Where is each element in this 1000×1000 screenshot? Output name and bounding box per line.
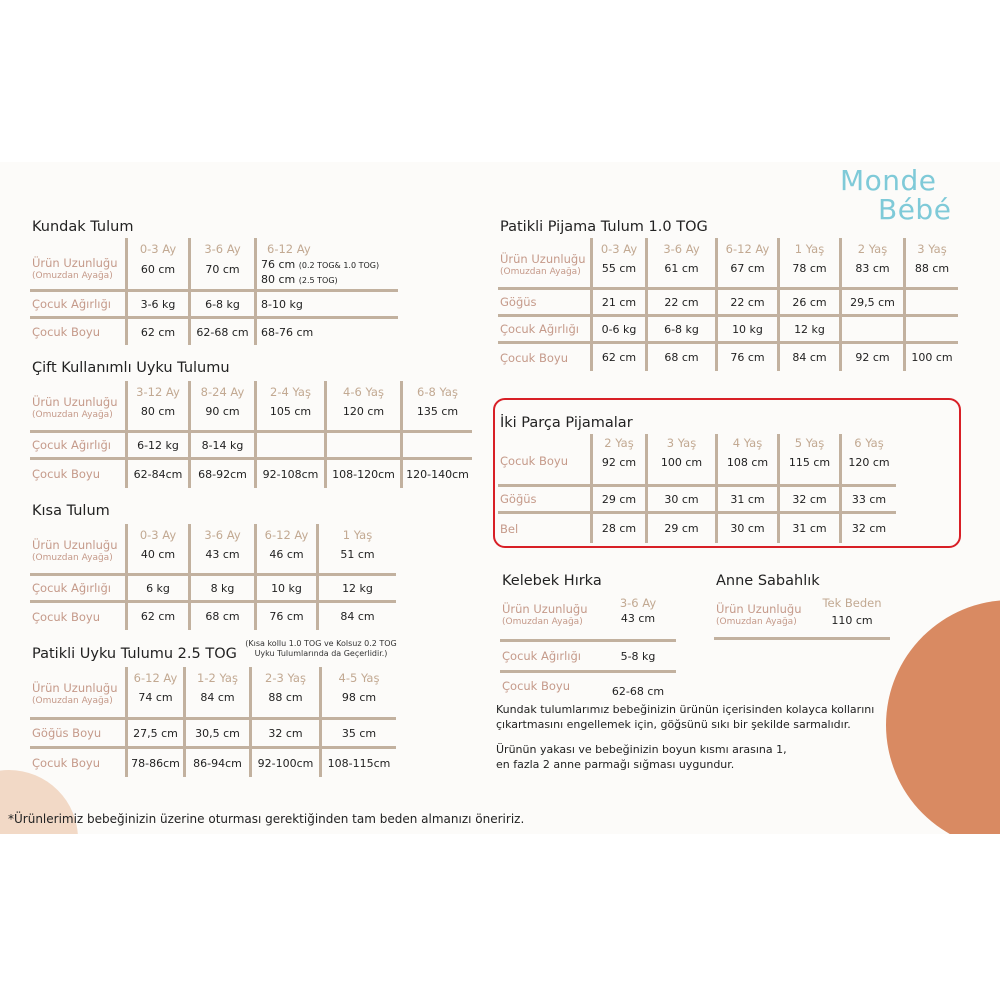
- value-cell: 84 cm: [316, 603, 396, 630]
- value-cell: 78-86cm: [125, 749, 183, 777]
- row-label: Göğüs: [498, 290, 590, 317]
- value-cell: 92 cm: [839, 344, 903, 371]
- value-cell: 70 cm: [205, 263, 240, 276]
- table-row: [714, 592, 890, 640]
- note-paragraph-1: Kundak tulumlarımız bebeğinizin ürünün içerisinden kolayca kollarını çıkartmasını engellemek için, göğsünü sıkı bir şekilde sarmalıdır.: [496, 703, 875, 731]
- value-cell: 26 cm: [777, 290, 839, 317]
- table-row: [30, 524, 396, 576]
- row-label: Çocuk Ağırlığı: [30, 433, 125, 460]
- row-label: Çocuk Boyu: [502, 679, 571, 693]
- value-cell: 80 cm (2.5 TOG): [261, 273, 338, 286]
- col-3-yas: 3 Yaş 100 cm: [645, 434, 715, 487]
- value-cell: 6-8 kg: [188, 292, 254, 319]
- row-label: Göğüs Boyu: [30, 720, 125, 749]
- col-6-12-ay: [254, 238, 398, 292]
- row-label: Çocuk Ağırlığı: [30, 292, 125, 319]
- table-row: [30, 576, 396, 603]
- col-3-yas: 3 Yaş 88 cm: [903, 238, 958, 290]
- value-cell: 28 cm: [590, 514, 645, 543]
- value-cell: 76 cm: [715, 344, 777, 371]
- value-cell: 30,5 cm: [183, 720, 249, 749]
- col-6-yas: 6 Yaş 120 cm: [839, 434, 896, 487]
- table-row: [30, 381, 472, 433]
- col-3-12-ay: 3-12 Ay 80 cm: [125, 381, 188, 433]
- note-paragraph-2: Ürünün yakası ve bebeğinizin boyun kısmı arasına 1, en fazla 2 anne parmağı sığması uygundur.: [496, 743, 787, 771]
- value-cell: 108-115cm: [319, 749, 396, 777]
- table-row: [30, 433, 472, 460]
- value-cell: 100 cm: [903, 344, 958, 371]
- row-label: Ürün Uzunluğu (Omuzdan Ayağa): [30, 667, 125, 720]
- value-cell: 22 cm: [715, 290, 777, 317]
- value-cell: 8 kg: [188, 576, 254, 603]
- row-label: Çocuk Ağırlığı: [498, 317, 590, 344]
- section-title-anne: Anne Sabahlık: [716, 573, 820, 589]
- row-label: Çocuk Boyu: [498, 434, 590, 487]
- section-title-iki-parca: İki Parça Pijamalar: [500, 415, 633, 431]
- value-cell: 68 cm: [188, 603, 254, 630]
- col-6-8-yas: 6-8 Yaş 135 cm: [400, 381, 472, 433]
- row-label: Çocuk Ağırlığı: [30, 576, 125, 603]
- col-8-24-ay: 8-24 Ay 90 cm: [188, 381, 254, 433]
- value-cell: 62 cm: [125, 319, 188, 345]
- table-kisa: [30, 524, 396, 630]
- value-cell: 29,5 cm: [839, 290, 903, 317]
- col-1-2-yas: 1-2 Yaş 84 cm: [183, 667, 249, 720]
- value-cell: 6-12 kg: [125, 433, 188, 460]
- value-cell: [903, 317, 958, 344]
- value-cell: 27,5 cm: [125, 720, 183, 749]
- row-label: Bel: [500, 521, 519, 536]
- value-cell: 62-68 cm: [611, 685, 665, 698]
- col-6-12-ay: 6-12 Ay 67 cm: [715, 238, 777, 290]
- col-4-yas: 4 Yaş 108 cm: [715, 434, 777, 487]
- value-cell: 30 cm: [715, 514, 777, 543]
- value-cell: 68-92cm: [188, 460, 254, 488]
- row-label: Ürün Uzunluğu (Omuzdan Ayağa): [30, 381, 125, 433]
- row-label: Çocuk Boyu: [500, 350, 569, 365]
- value-cell: 6 kg: [125, 576, 188, 603]
- value-cell: 108-120cm: [324, 460, 400, 488]
- value-cell: 35 cm: [319, 720, 396, 749]
- col-2-4-yas: 2-4 Yaş 105 cm: [254, 381, 324, 433]
- table-kelebek: [500, 592, 676, 705]
- col-6-12-ay: 6-12 Ay 74 cm: [125, 667, 183, 720]
- table-iki-parca: [498, 434, 896, 543]
- section-title-kelebek: Kelebek Hırka: [502, 573, 602, 589]
- col-tek-beden: Tek Beden 110 cm: [814, 592, 890, 640]
- row-label: Ürün Uzunluğu (Omuzdan Ayağa): [714, 592, 814, 640]
- table-anne: [714, 592, 890, 640]
- section-title-kundak: Kundak Tulum: [32, 219, 134, 235]
- table-row: [30, 749, 396, 777]
- header-cell: 3-6 Ay: [204, 242, 241, 256]
- row-label: Ürün Uzunluğu (Omuzdan Ayağa): [30, 524, 125, 576]
- value-cell: 68 cm: [645, 344, 715, 371]
- row-label: Göğüs: [498, 487, 590, 514]
- section-title-kisa: Kısa Tulum: [32, 503, 110, 519]
- value-cell: 32 cm: [249, 720, 319, 749]
- table-row: [30, 319, 398, 345]
- value-cell: [903, 290, 958, 317]
- value-cell: 0-6 kg: [590, 317, 645, 344]
- row-label: Çocuk Boyu: [32, 325, 101, 339]
- col-4-6-yas: 4-6 Yaş 120 cm: [324, 381, 400, 433]
- value-cell: 29 cm: [645, 514, 715, 543]
- header-cell: 6-12 Ay: [267, 242, 311, 256]
- footnote: *Ürünlerimiz bebeğinizin üzerine oturması gerektiğinden tam beden almanızı öneririz.: [8, 812, 525, 826]
- row-label: Çocuk Boyu: [32, 609, 101, 624]
- value-cell: 30 cm: [645, 487, 715, 514]
- table-patikli-uyku: [30, 667, 396, 777]
- row-label: Çocuk Ağırlığı: [500, 642, 600, 673]
- section-note: (Kısa kollu 1.0 TOG ve Kolsuz 0.2 TOG Uyku Tulumlarında da Geçerlidir.): [245, 639, 397, 658]
- table-row: [500, 673, 676, 705]
- value-cell: 31 cm: [777, 514, 839, 543]
- value-cell: 10 kg: [254, 576, 316, 603]
- value-cell: 76 cm (0.2 TOG& 1.0 TOG): [261, 258, 380, 271]
- col-4-5-yas: 4-5 Yaş 98 cm: [319, 667, 396, 720]
- value-cell: 92-108cm: [254, 460, 324, 488]
- col-0-3-ay: [125, 238, 188, 292]
- value-cell: [254, 433, 324, 460]
- value-cell: 62 cm: [125, 603, 188, 630]
- table-row: [498, 317, 958, 344]
- row-label: Ürün Uzunluğu (Omuzdan Ayağa): [500, 592, 600, 642]
- value-cell: 31 cm: [715, 487, 777, 514]
- table-row: [30, 460, 472, 488]
- value-cell: 32 cm: [777, 487, 839, 514]
- col-3-6-ay: [188, 238, 254, 292]
- brand-line-1: Monde: [840, 164, 937, 197]
- value-cell: 32 cm: [839, 514, 896, 543]
- col-5-yas: 5 Yaş 115 cm: [777, 434, 839, 487]
- table-kundak: [30, 238, 398, 345]
- table-row: [498, 487, 896, 514]
- table-row: [30, 603, 396, 630]
- col-3-6-ay: 3-6 Ay 43 cm: [600, 592, 676, 642]
- table-row: [30, 238, 398, 292]
- value-cell: 5-8 kg: [600, 642, 676, 673]
- value-cell: 3-6 kg: [125, 292, 188, 319]
- col-2-3-yas: 2-3 Yaş 88 cm: [249, 667, 319, 720]
- col-3-6-ay: 3-6 Ay 43 cm: [188, 524, 254, 576]
- value-cell: 33 cm: [839, 487, 896, 514]
- col-2-yas: 2 Yaş 92 cm: [590, 434, 645, 487]
- table-patikli-pijama: [498, 238, 958, 371]
- value-cell: 12 kg: [316, 576, 396, 603]
- table-row: [30, 292, 398, 319]
- col-1-yas: 1 Yaş 51 cm: [316, 524, 396, 576]
- table-cift: [30, 381, 472, 488]
- value-cell: 29 cm: [590, 487, 645, 514]
- col-0-3-ay: 0-3 Ay 40 cm: [125, 524, 188, 576]
- value-cell: 8-14 kg: [188, 433, 254, 460]
- decorative-orange-circle: [886, 600, 1000, 834]
- row-label: Ürün Uzunluğu (Omuzdan Ayağa): [30, 238, 125, 292]
- col-2-yas: 2 Yaş 83 cm: [839, 238, 903, 290]
- value-cell: 21 cm: [590, 290, 645, 317]
- value-cell: 76 cm: [254, 603, 316, 630]
- value-cell: 86-94cm: [183, 749, 249, 777]
- brand-logo: [838, 166, 958, 224]
- table-row: [30, 667, 396, 720]
- value-cell: 6-8 kg: [645, 317, 715, 344]
- table-row: [498, 514, 896, 543]
- value-cell: 12 kg: [777, 317, 839, 344]
- value-cell: 68-76 cm: [254, 319, 398, 345]
- brand-line-2: Bébé: [878, 193, 952, 226]
- size-chart-sheet: [0, 162, 1000, 834]
- table-row: [30, 720, 396, 749]
- value-cell: 120-140cm: [400, 460, 472, 488]
- value-cell: [324, 433, 400, 460]
- table-row: [498, 238, 958, 290]
- col-6-12-ay: 6-12 Ay 46 cm: [254, 524, 316, 576]
- row-label: Çocuk Boyu: [32, 467, 101, 481]
- table-row: [500, 592, 676, 642]
- col-0-3-ay: 0-3 Ay 55 cm: [590, 238, 645, 290]
- value-cell: 92-100cm: [249, 749, 319, 777]
- row-label: Çocuk Boyu: [32, 756, 101, 770]
- table-row: [498, 434, 896, 487]
- value-cell: 10 kg: [715, 317, 777, 344]
- section-title-patikli-pijama: Patikli Pijama Tulum 1.0 TOG: [500, 219, 708, 235]
- row-label: Ürün Uzunluğu (Omuzdan Ayağa): [498, 238, 590, 290]
- value-cell: 62-68 cm: [188, 319, 254, 345]
- value-cell: 62 cm: [590, 344, 645, 371]
- col-3-6-ay: 3-6 Ay 61 cm: [645, 238, 715, 290]
- value-cell: 22 cm: [645, 290, 715, 317]
- table-row: [498, 344, 958, 371]
- value-cell: 60 cm: [140, 263, 176, 276]
- header-cell: 0-3 Ay: [139, 242, 177, 256]
- table-row: [500, 642, 676, 673]
- table-row: [498, 290, 958, 317]
- section-title-patikli-uyku: Patikli Uyku Tulumu 2.5 TOG: [32, 646, 237, 662]
- value-cell: 8-10 kg: [254, 292, 398, 319]
- value-cell: 84 cm: [777, 344, 839, 371]
- section-title-cift: Çift Kullanımlı Uyku Tulumu: [32, 360, 230, 376]
- value-cell: [400, 433, 472, 460]
- value-cell: 62-84cm: [125, 460, 188, 488]
- value-cell: [839, 317, 903, 344]
- col-1-yas: 1 Yaş 78 cm: [777, 238, 839, 290]
